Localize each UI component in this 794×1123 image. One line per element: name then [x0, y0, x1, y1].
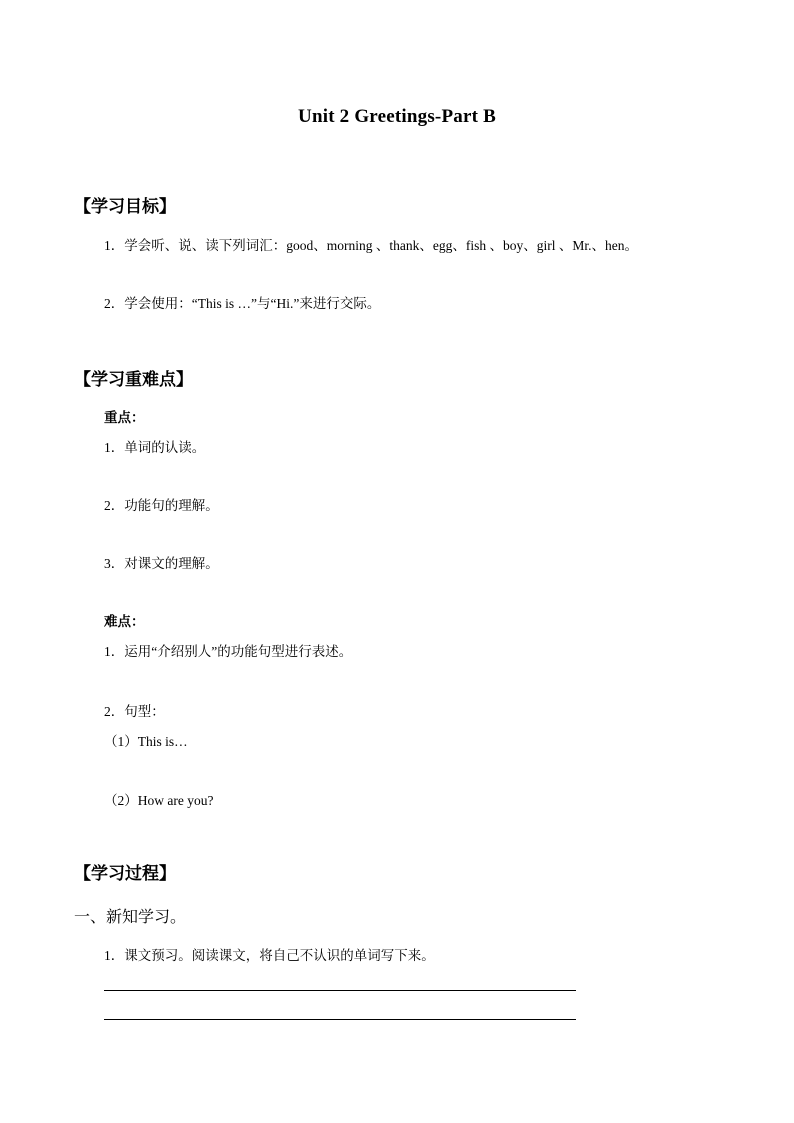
difficulty-item-2: 2．句型：	[104, 704, 165, 719]
pattern-item-2: （2）How are you?	[104, 793, 214, 808]
focus-label: 重点：	[104, 410, 145, 425]
page-title: Unit 2 Greetings-Part B	[298, 106, 496, 127]
focus-item-1: 1．单词的认读。	[104, 440, 206, 455]
key-points-heading: 【学习重难点】	[74, 370, 193, 389]
answer-line-1[interactable]	[104, 990, 576, 991]
objectives-heading: 【学习目标】	[74, 197, 176, 216]
objective-item-2: 2．学会使用：“This is …”与“Hi.”来进行交际。	[104, 296, 381, 311]
objective-item-1: 1．学会听、说、读下列词汇：good、morning 、thank、egg、fish 、boy、girl 、Mr.、hen。	[104, 238, 638, 253]
focus-item-3: 3．对课文的理解。	[104, 556, 219, 571]
process-item-1: 1．课文预习。阅读课文，将自己不认识的单词写下来。	[104, 948, 435, 963]
new-knowledge-heading: 一、新知学习。	[74, 909, 187, 926]
pattern-item-1: （1）This is…	[104, 734, 188, 749]
process-heading: 【学习过程】	[74, 864, 176, 883]
answer-line-2[interactable]	[104, 1019, 576, 1020]
difficulty-label: 难点：	[104, 614, 145, 629]
difficulty-item-1: 1．运用“介绍别人”的功能句型进行表述。	[104, 644, 353, 659]
focus-item-2: 2．功能句的理解。	[104, 498, 219, 513]
